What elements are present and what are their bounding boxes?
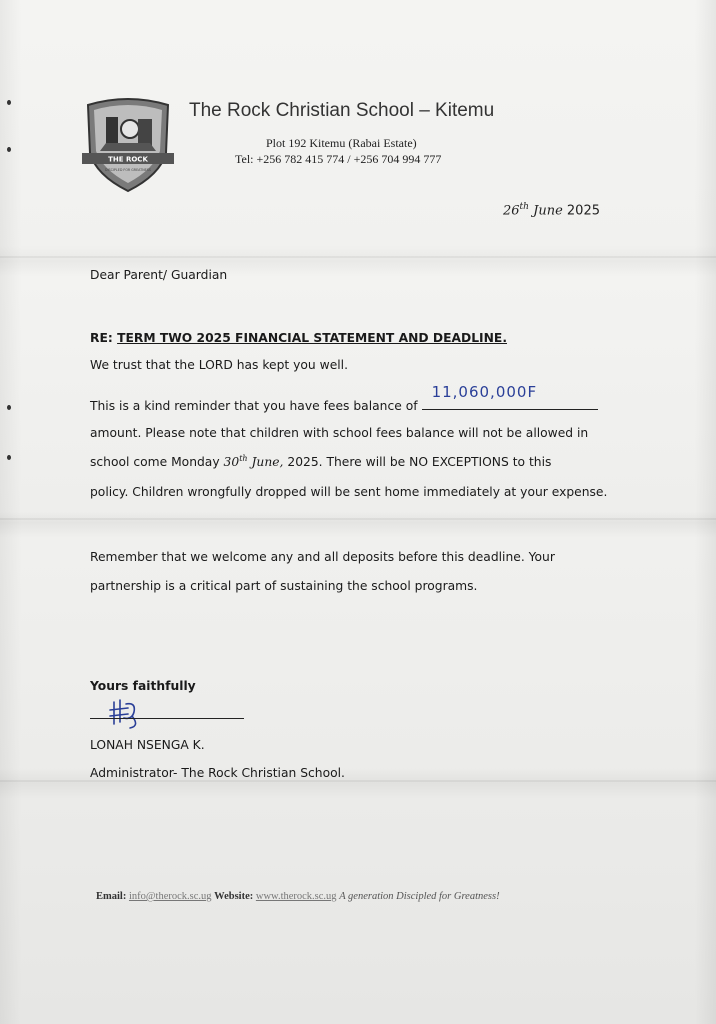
letter-footer xyxy=(96,891,500,902)
footer-email-label: Email: xyxy=(96,891,127,902)
footer-tagline: A generation Discipled for Greatness! xyxy=(339,891,500,902)
punch-hole xyxy=(7,455,11,460)
signature-line xyxy=(90,718,244,719)
subject-line xyxy=(90,331,507,345)
salutation: Dear Parent/ Guardian xyxy=(90,268,228,282)
body-line-4 xyxy=(90,454,551,469)
body-line-3: amount. Please note that children with school fees balance will not be allowed in xyxy=(90,426,589,440)
fees-amount-blank xyxy=(422,383,598,410)
subject-title: TERM TWO 2025 FINANCIAL STATEMENT AND DEADLINE. xyxy=(117,331,507,345)
fees-amount-handwritten: 11,060,000F xyxy=(431,383,538,401)
school-phone: Tel: +256 782 415 774 / +256 704 994 777 xyxy=(235,152,442,166)
signer-title: Administrator- The Rock Christian School. xyxy=(90,766,345,780)
body-line-2 xyxy=(90,383,598,413)
signature-handwritten xyxy=(106,696,148,730)
date-suffix: th xyxy=(519,202,529,212)
body-line-6: Remember that we welcome any and all deposits before this deadline. Your xyxy=(90,550,555,564)
school-crest-logo xyxy=(80,95,176,193)
svg-text:DISCIPLED FOR GREATNESS: DISCIPLED FOR GREATNESS xyxy=(105,168,151,172)
body-line-7: partnership is a critical part of sustaining the school programs. xyxy=(90,579,478,593)
body-line-4-start: school come Monday xyxy=(90,455,220,470)
deadline-month: June, xyxy=(251,455,284,470)
svg-text:THE ROCK: THE ROCK xyxy=(108,155,148,164)
fees-balance-text: This is a kind reminder that you have fees balance of xyxy=(90,399,418,413)
punch-hole xyxy=(7,100,11,105)
body-line-4-end: 2025. There will be NO EXCEPTIONS to this xyxy=(287,455,552,470)
footer-email-link[interactable]: info@therock.sc.ug xyxy=(128,891,212,902)
subject-prefix: RE: xyxy=(90,331,113,345)
date-month: June xyxy=(533,203,563,219)
footer-website-label: Website: xyxy=(214,891,254,902)
deadline-day: 30 xyxy=(223,455,240,470)
school-name: The Rock Christian School – Kitemu xyxy=(189,100,495,121)
punch-hole xyxy=(7,147,11,152)
deadline-suffix: th xyxy=(239,454,248,463)
body-line-5: policy. Children wrongfully dropped will be sent home immediately at your expense. xyxy=(90,485,608,499)
date-day: 26 xyxy=(503,203,520,219)
date-year: 2025 xyxy=(566,203,600,219)
valediction: Yours faithfully xyxy=(90,679,196,693)
school-address: Plot 192 Kitemu (Rabai Estate) xyxy=(266,136,417,150)
paper-fold xyxy=(0,780,716,782)
paper-fold xyxy=(0,256,716,258)
footer-website-link[interactable]: www.therock.sc.ug xyxy=(255,891,337,902)
signer-name: LONAH NSENGA K. xyxy=(90,738,205,752)
body-line-1: We trust that the LORD has kept you well. xyxy=(90,358,348,372)
letter-date xyxy=(503,202,600,218)
punch-hole xyxy=(7,405,11,410)
paper-fold xyxy=(0,518,716,520)
